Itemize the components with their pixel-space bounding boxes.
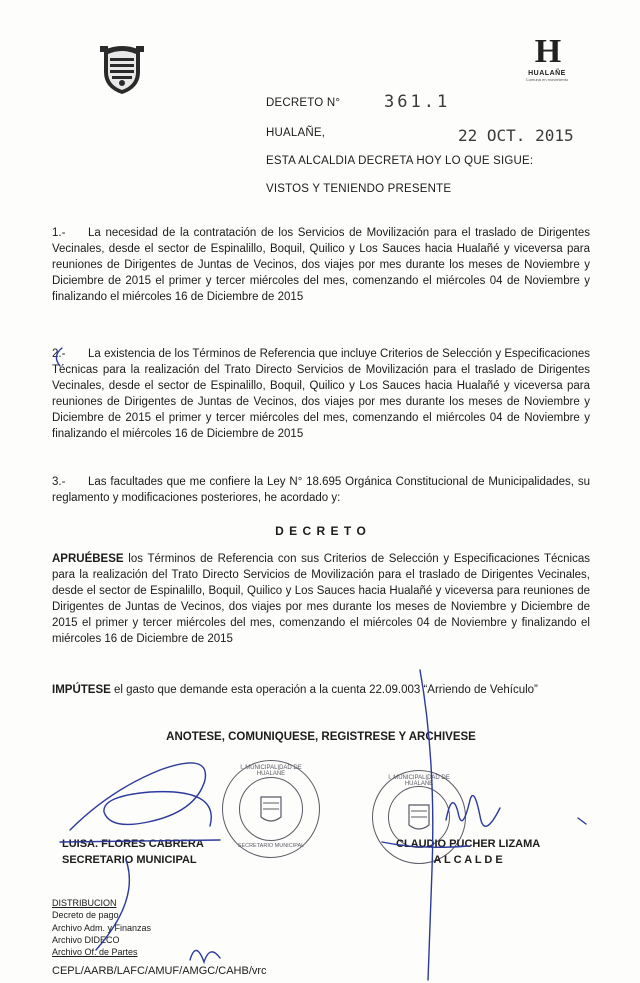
apruebese-text: los Términos de Referencia con sus Criterios de Selección y Especificaciones Técnicas para la realización del Trato Directo Servicios de Movilización para el traslado de Dirigentes Vecinales, desde el sector de Espinalillo, Boquil, Quilico y Los Sauces hacia Hualañé y viceversa para reuniones de Dirigentes de Juntas de Vecinos, dos viajes por mes durante los meses de Noviembre y Diciembre de 2015 el primer y tercer miércoles del mes, comenzando el miércoles 04 de Noviembre y finalizando el miércoles 16 de Diciembre de 2015 xyxy=(52,553,590,645)
distribution-item: Archivo Adm. y Finanzas xyxy=(52,922,152,933)
secretario-name: LUISA. FLORES CABRERA xyxy=(62,838,204,850)
decreto-number-stamp: 361.1 xyxy=(384,92,451,112)
alcalde-signature-stroke xyxy=(446,796,500,827)
secretario-signature-stroke xyxy=(70,763,211,830)
place-label: HUALAÑE, xyxy=(266,127,326,139)
date-stamp: 22 OCT. 2015 xyxy=(458,126,574,145)
alcalde-title: A L C A L D E xyxy=(433,854,503,866)
distribution-heading: DISTRIBUCION xyxy=(52,898,117,908)
distribution-initials: CEPL/AARB/LAFC/AMUF/AMGC/CAHB/vrc xyxy=(52,965,267,977)
consideration-text: La existencia de los Términos de Referencia que incluye Criterios de Selección y Especificaciones Técnicas para la realización del Trato Directo Servicios de Movilización para el traslado de Dirigentes Vecinales, desde el sector de Espinalillo, Boquil, Quilico y Los Sauces hacia Hualañé y viceversa para reuniones de Dirigentes de Juntas de Vecinos, dos viajes por mes durante los meses de Noviembre y Diciembre de 2015 el primer y tercer miércoles del mes, comenzando el miércoles 04 de Noviembre y finalizando el miércoles 16 de Diciembre de 2015 xyxy=(52,348,590,440)
alcalde-signature-stroke xyxy=(382,842,468,847)
consideration-number: 2.- xyxy=(52,348,66,360)
distribution-item: Decreto de pago xyxy=(52,910,119,921)
hualane-logo-mark: H xyxy=(534,33,560,70)
check-mark xyxy=(578,818,586,824)
distribution-item: Archivo Of. de Partes xyxy=(52,947,138,958)
consideration-text: La necesidad de la contratación de los Servicios de Movilización para el traslado de Dirigentes Vecinales, desde el sector de Espinalillo, Boquil, Quilico y Los Sauces hacia Hualañé y viceversa para reuniones de Dirigentes de Juntas de Vecinos, dos viajes por mes durante los meses de Noviembre y Diciembre de 2015 el primer y tercer miércoles del mes, comenzando el miércoles 04 de Noviembre y finalizando el miércoles 16 de Diciembre de 2015 xyxy=(52,227,590,303)
consideration-number: 3.- xyxy=(52,476,66,488)
secretario-title: SECRETARIO MUNICIPAL xyxy=(62,854,197,866)
initials-signature-stroke xyxy=(190,950,220,962)
decreto-heading: D E C R E T O xyxy=(275,524,367,538)
anotese-line: ANOTESE, COMUNIQUESE, REGISTRESE Y ARCHIVESE xyxy=(166,731,476,743)
hualane-logo-tagline: Comuna en movimiento xyxy=(525,77,569,82)
intro-line: ESTA ALCALDIA DECRETA HOY LO QUE SIGUE: xyxy=(266,155,534,167)
vistos-line: VISTOS Y TENIENDO PRESENTE xyxy=(266,183,452,195)
alcalde-seal-top-text: I. MUNICIPALIDAD DE HUALAÑE xyxy=(388,775,450,787)
secretario-signature-stroke xyxy=(60,840,220,842)
consideration-number: 1.- xyxy=(52,227,66,239)
alcalde-signature-stroke xyxy=(420,670,433,980)
apruebese-keyword: APRUÉBESE xyxy=(52,553,124,565)
imputese-text: el gasto que demande esta operación a la cuenta 22.09.003 “Arriendo de Vehículo” xyxy=(110,684,538,696)
bracket-mark-2 xyxy=(56,348,62,366)
hualane-logo-name: HUALAÑE xyxy=(528,70,566,77)
secretario-seal-bottom-text: SECRETARIO MUNICIPAL xyxy=(237,843,305,849)
secretario-seal-top-text: I. MUNICIPALIDAD DE HUALAÑE xyxy=(240,765,302,777)
alcalde-name: CLAUDIO PUCHER LIZAMA xyxy=(396,838,541,850)
initials-signature-stroke xyxy=(96,860,129,950)
imputese-keyword: IMPÚTESE xyxy=(52,684,111,696)
consideration-text: Las facultades que me confiere la Ley N° 18.695 Orgánica Constitucional de Municipalidades, su reglamento y modificaciones posteriores, he acordado y: xyxy=(52,476,590,504)
decreto-label: DECRETO N° xyxy=(266,97,341,109)
distribution-item: Archivo DIDECO xyxy=(52,934,120,945)
